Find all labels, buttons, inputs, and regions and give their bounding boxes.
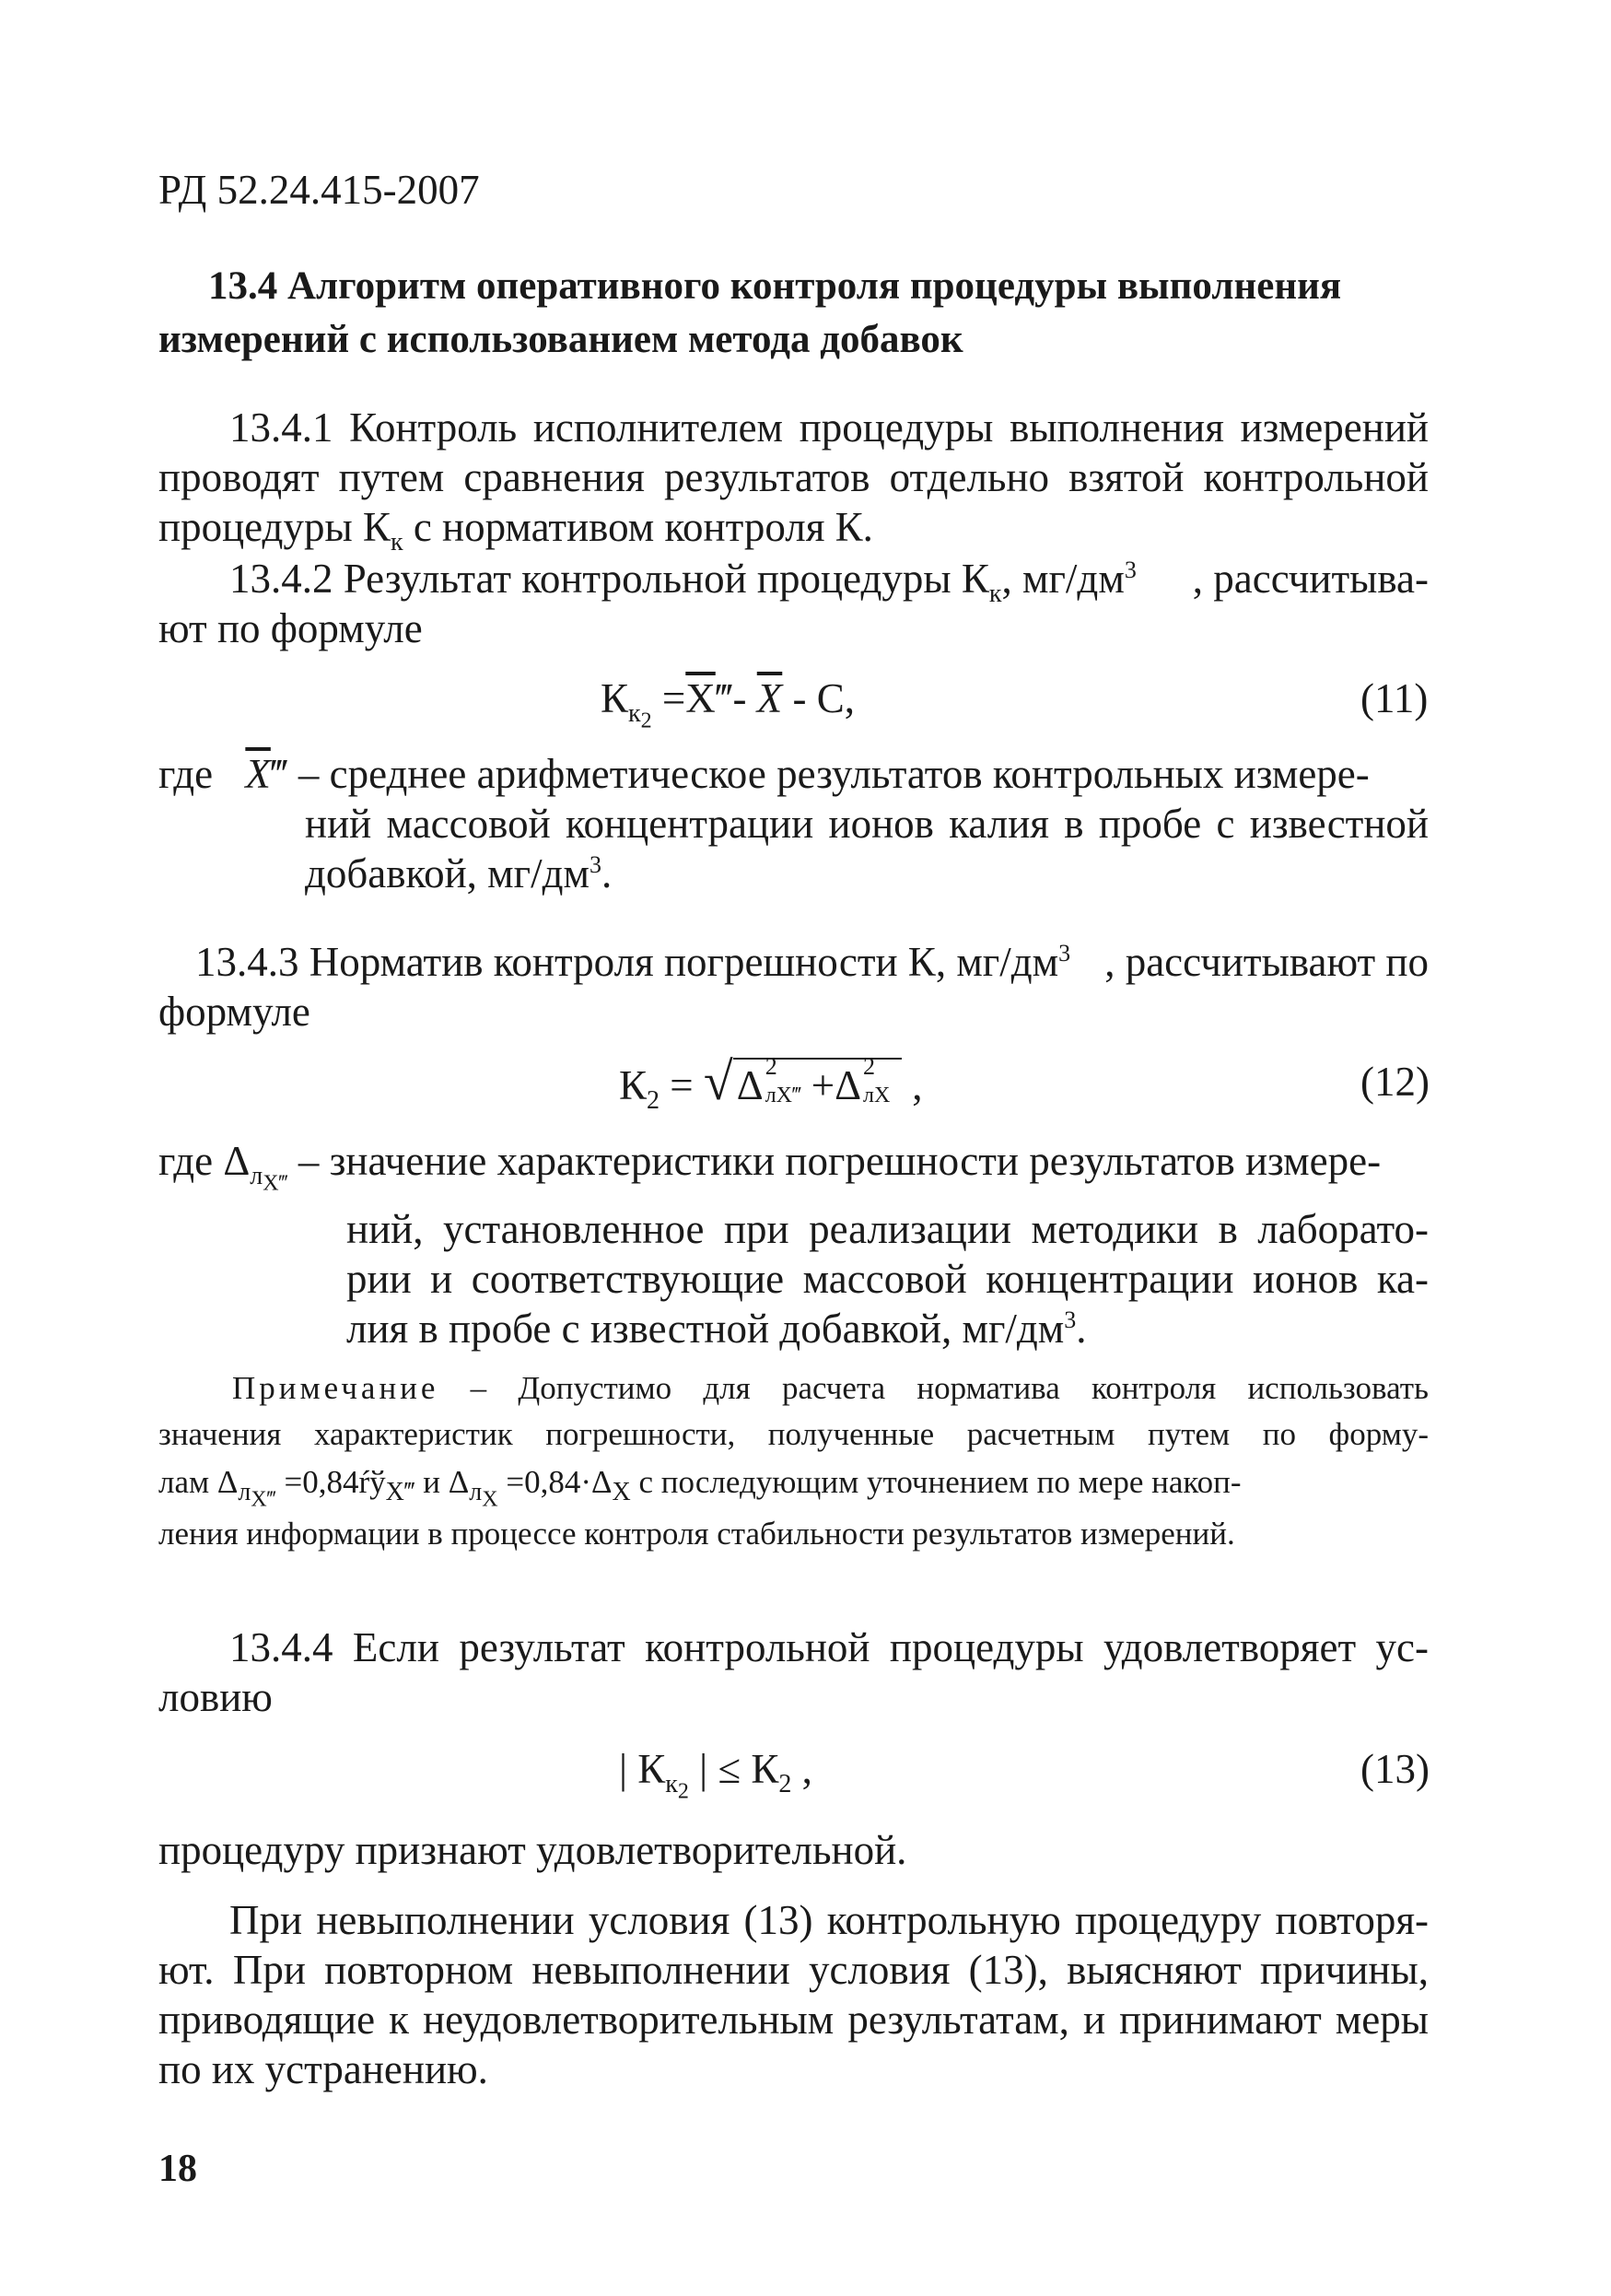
- eq11-lhs-subsub: 2: [640, 709, 652, 733]
- note-line-1: [232, 1365, 1429, 1412]
- eq12-lhs: К: [619, 1062, 648, 1108]
- document-code: РД 52.24.415-2007: [158, 167, 480, 213]
- note-line-3-e: с последующим уточнением по мере накоп-: [630, 1464, 1242, 1500]
- eq12-radicand-b: Δ: [835, 1062, 862, 1108]
- p4-line-1: 13.4.4 Если результат контрольной процедуры удовлетворяет ус-: [229, 1624, 1429, 1670]
- p3-line-2: формуле: [158, 989, 310, 1035]
- eq13-b-sub: 2: [778, 1770, 792, 1798]
- eq13-a: | К: [619, 1746, 666, 1792]
- eq11-lhs-sub-text: к: [628, 699, 641, 728]
- note-line-3-d: =0,84·Δ: [497, 1464, 613, 1500]
- equation-11-number: (11): [1360, 675, 1429, 721]
- where2-line-1: [158, 1135, 1429, 1196]
- where2-line-4-sup: 3: [1064, 1306, 1077, 1333]
- where1-line-2: ний массовой концентрации ионов калия в пробе с известной: [305, 801, 1429, 847]
- eq11-lhs-sub: [628, 699, 652, 733]
- note-line-3: [158, 1459, 1242, 1512]
- note-line-3-sub4: X: [612, 1478, 631, 1506]
- where1-line-3-b: .: [601, 850, 613, 896]
- eq12-radicand: [733, 1053, 902, 1111]
- p2-line-1: [229, 553, 1429, 608]
- equation-11: [601, 673, 856, 733]
- note-line-3-a: лам Δ: [158, 1464, 239, 1500]
- page-number: 18: [158, 2148, 197, 2190]
- where2-line-2: ний, установленное при реализации методики в лаборато-: [346, 1206, 1429, 1252]
- where2-prefix: где Δ: [158, 1138, 251, 1184]
- p4-line-2: ловию: [158, 1674, 273, 1720]
- eq12-b-sup: 2: [863, 1053, 876, 1080]
- sqrt-sign-icon: √: [703, 1051, 733, 1111]
- eq12-b-sub: лX: [863, 1084, 891, 1107]
- eq11-rhs-a: =: [651, 675, 686, 721]
- eq11-lhs: К: [601, 675, 629, 721]
- where1-line-3: [305, 848, 612, 899]
- where1-symbol-mark: ‴: [270, 751, 288, 797]
- where2-prefix-subsub: X‴: [263, 1171, 288, 1196]
- eq12-eq: =: [660, 1062, 704, 1108]
- note-line-4: ления информации в процессе контроля стабильности результатов измерений.: [158, 1516, 1235, 1552]
- p2-line-1-sup: 3: [1124, 556, 1137, 583]
- section-title-line-1: 13.4 Алгоритм оперативного контроля процедуры выполнения: [208, 264, 1342, 308]
- equation-13: [619, 1743, 812, 1804]
- note-line-3-sub1: [238, 1478, 276, 1512]
- note-line-2: значения характеристик погрешности, полученные расчетным путем по форму-: [158, 1416, 1429, 1452]
- eq12-radicand-a: Δ: [736, 1062, 764, 1108]
- note-label: Примечание: [232, 1370, 439, 1406]
- eq13-c: ,: [791, 1746, 812, 1792]
- eq12-tail: ,: [902, 1062, 923, 1108]
- where2-prefix-sub: [250, 1162, 288, 1196]
- p2-line-1-sub: к: [988, 580, 1002, 608]
- p1-line-3: [158, 501, 873, 556]
- p3-line-1: [195, 936, 1429, 988]
- note-line-3-sub2: X‴: [385, 1478, 415, 1506]
- eq11-rhs-c: - С,: [782, 675, 856, 721]
- note-line-3-sub3-text: л: [469, 1478, 483, 1506]
- eq11-rhs-b: -: [732, 675, 757, 721]
- p6-line-1: При невыполнении условия (13) контрольную процедуру повторя-: [229, 1897, 1429, 1943]
- p2-line-1-b: , мг/дм: [1001, 556, 1125, 602]
- where1-line-3-a: добавкой, мг/дм: [305, 850, 590, 896]
- note-line-3-subsub1: X‴: [251, 1487, 276, 1512]
- eq13-b: | ≤ К: [688, 1746, 779, 1792]
- p1-line-2: проводят путем сравнения результатов отдельно взятой контрольной: [158, 454, 1429, 500]
- equation-12-number: (12): [1360, 1059, 1430, 1105]
- where2-line-1-text: – значение характеристики погрешности результатов измере-: [287, 1138, 1382, 1184]
- eq13-a-sub: [665, 1770, 689, 1804]
- where2-line-4-a: лия в пробе с известной добавкой, мг/дм: [346, 1306, 1065, 1352]
- eq12-plus: +: [811, 1062, 835, 1108]
- p5-line-1: процедуру признают удовлетворительной.: [158, 1827, 907, 1873]
- eq12-a-sub: лX‴: [765, 1084, 802, 1107]
- where1-line-1: [158, 748, 1370, 800]
- eq12-a-scripts: [764, 1053, 811, 1107]
- p3-line-1-b: , рассчитывают по: [1104, 939, 1429, 985]
- p2-line-2: ют по формуле: [158, 605, 423, 651]
- p1-line-3-b: с нормативом контроля К.: [403, 504, 873, 550]
- where2-line-3: рии и соответствующие массовой концентрации ионов ка-: [346, 1256, 1429, 1302]
- note-line-3-c: и Δ: [414, 1464, 470, 1500]
- p1-line-3-a: процедуры К: [158, 504, 391, 550]
- eq11-x1: $\overline{X}$: [685, 675, 716, 721]
- where1-line-1-text: – среднее арифметическое результатов контрольных измере-: [287, 751, 1370, 797]
- p2-line-1-c: , рассчитыва-: [1192, 556, 1429, 602]
- note-line-3-sym: ŕў: [358, 1464, 386, 1500]
- note-line-3-sub3: [469, 1478, 498, 1512]
- p6-line-2: ют. При повторном невыполнении условия (13), выясняют причины,: [158, 1947, 1429, 1993]
- equation-13-number: (13): [1360, 1746, 1430, 1792]
- where2-line-4: [346, 1303, 1087, 1354]
- eq12-b-scripts: [861, 1053, 898, 1107]
- eq13-a-sub-text: к: [665, 1770, 678, 1798]
- section-title-line-2: измерений с использованием метода добавок: [158, 318, 963, 361]
- where1-symbol: $\overline{X}$: [245, 751, 271, 797]
- where2-prefix-sub-text: л: [250, 1162, 263, 1190]
- p2-line-1-a: 13.4.2 Результат контрольной процедуры К: [229, 556, 989, 602]
- eq12-a-sup: 2: [765, 1053, 777, 1080]
- where2-line-4-b: .: [1076, 1306, 1087, 1352]
- note-line-1-rest: – Допустимо для расчета норматива контроля использовать: [438, 1370, 1429, 1406]
- p6-line-3: приводящие к неудовлетворительным результатам, и принимают меры: [158, 1997, 1429, 2043]
- where1-prefix: где: [158, 751, 214, 797]
- p6-line-4: по их устранению.: [158, 2046, 488, 2092]
- note-line-3-subsub3: X: [482, 1487, 498, 1512]
- eq12-lhs-sub: 2: [647, 1086, 660, 1115]
- eq13-a-subsub: 2: [677, 1779, 689, 1804]
- p1-line-3-sub: к: [390, 528, 403, 556]
- equation-12: [619, 1051, 923, 1115]
- p3-line-1-a: 13.4.3 Норматив контроля погрешности К, мг/дм: [195, 939, 1059, 985]
- note-line-3-sub1-text: л: [238, 1478, 251, 1506]
- note-line-3-b: =0,84: [275, 1464, 359, 1500]
- eq11-x2: $\overline{X}$: [756, 675, 783, 721]
- p1-line-1: 13.4.1 Контроль исполнителем процедуры выполнения измерений: [229, 404, 1429, 451]
- eq11-x1-mark: ‴: [715, 675, 733, 721]
- where1-line-3-sup: 3: [589, 851, 601, 878]
- p3-line-1-sup: 3: [1058, 940, 1071, 966]
